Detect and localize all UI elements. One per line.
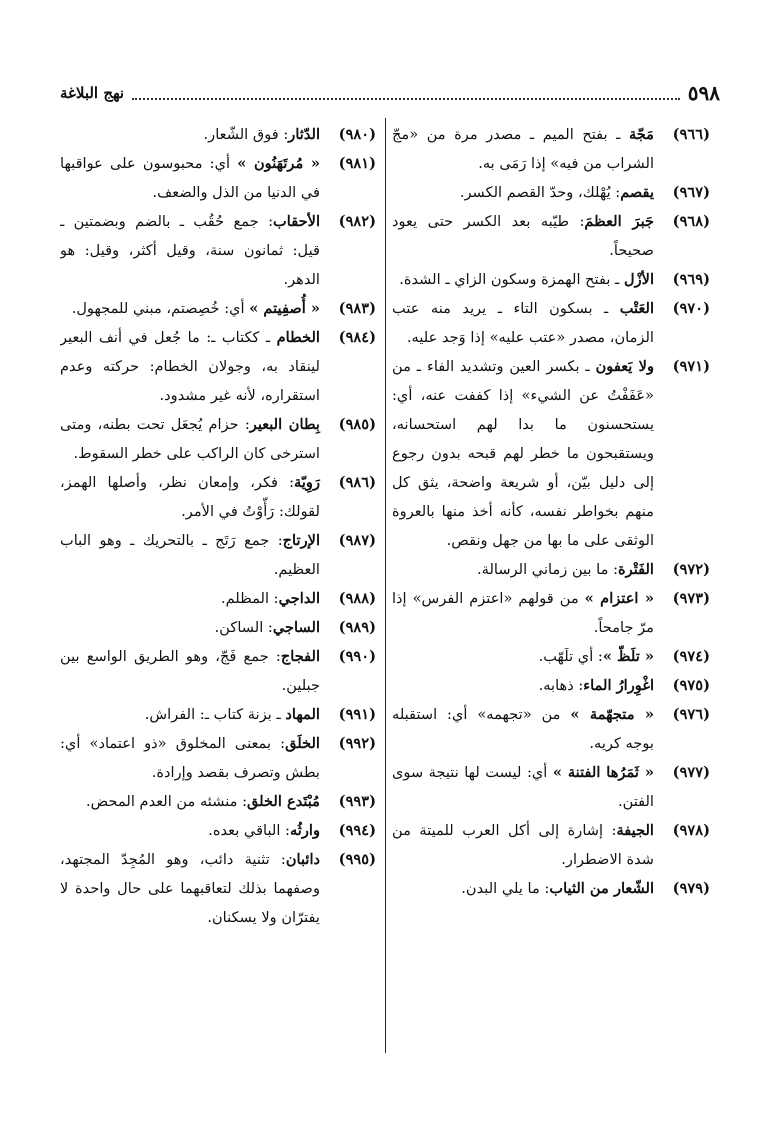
entry-text <box>60 816 320 845</box>
entry-text <box>392 642 654 671</box>
entry-term: الخطام <box>276 329 320 346</box>
entry-definition: ـ بكسر العين وتشديد الفاء ـ من «عَفَفْتُ عن الشيء» إذا كففت عنه، أي: يستحسنون ما بدا لهم استحسانه، ويستقبحون ما خطر لهم قبحه بدون رجوع إلى دليل بيّن، أو شريعة واضحة، يثق كل منهم بخواطر نفسه، كأنه أخذ منها بالعروة الوثقى على ما بها من جهل ونقص. <box>392 358 654 549</box>
entry-definition: : ذهابه. <box>538 677 584 694</box>
glossary-entry <box>60 816 376 845</box>
entry-text <box>392 352 654 555</box>
entry-number: (٩٦٨) <box>672 213 710 230</box>
entry-text <box>392 700 654 758</box>
entry-definition: ـ بزنة كتاب ـ: الفراش. <box>144 706 286 723</box>
entry-number: (٩٨٧) <box>338 532 376 549</box>
entry-term: ولا يَعفون <box>595 358 654 375</box>
glossary-entry <box>60 584 376 613</box>
entry-definition: : الباقي بعده. <box>208 822 290 839</box>
entry-number: (٩٩٤) <box>338 822 376 839</box>
entry-text <box>392 816 654 874</box>
glossary-entry <box>60 468 376 526</box>
entry-definition: : أي تلَهّب. <box>538 648 603 665</box>
entry-term: الجيفة <box>616 822 654 839</box>
entry-term: « متجهّمة » <box>570 706 654 723</box>
entry-text <box>392 874 654 903</box>
entry-number: (٩٨٢) <box>338 213 376 230</box>
entry-term: « اعتزام » <box>584 590 654 607</box>
entry-term: الدّثار <box>288 126 320 143</box>
left-column <box>60 120 376 932</box>
glossary-entry <box>60 787 376 816</box>
entry-text <box>60 787 320 816</box>
glossary-entry <box>392 120 710 178</box>
entry-text <box>392 265 654 294</box>
entry-definition: أي: ليست لها نتيجة سوى الفتن. <box>392 764 654 810</box>
entry-text <box>60 584 320 613</box>
glossary-entry <box>392 294 710 352</box>
right-column <box>392 120 710 903</box>
entry-definition: ـ ككتاب ـ: ما جُعل في أنف البعير لينقاد به، وجولان الخطام: حركته وعدم استقراره، لأنه غير مشدود. <box>60 329 320 404</box>
entry-text <box>392 294 654 352</box>
entry-number: (٩٨٣) <box>338 300 376 317</box>
entry-definition: : جمع فَجّ، وهو الطريق الواسع بين جبلين. <box>60 648 320 694</box>
page-header <box>60 78 720 108</box>
entry-number: (٩٧٧) <box>672 764 710 781</box>
header-dotted-rule <box>132 86 680 100</box>
entry-number: (٩٩١) <box>338 706 376 723</box>
entry-definition: ـ بفتح الميم ـ مصدر مرة من «مجّ الشراب من فيه» إذا رَمَى به. <box>392 126 654 172</box>
entry-number: (٩٧٦) <box>672 706 710 723</box>
entry-text <box>60 613 320 642</box>
entry-definition: : فكر، وإمعان نظر، وأصلها الهمز، لقولك: رَأّوْتُ في الأمر. <box>60 474 320 520</box>
entry-number: (٩٩٠) <box>338 648 376 665</box>
entry-number: (٩٩٣) <box>338 793 376 810</box>
entry-definition: : ما يلي البدن. <box>461 880 550 897</box>
glossary-entry <box>392 816 710 874</box>
entry-text <box>60 526 320 584</box>
entry-text <box>392 120 654 178</box>
glossary-entry <box>392 642 710 671</box>
entry-number: (٩٧٠) <box>672 300 710 317</box>
entry-number: (٩٨٨) <box>338 590 376 607</box>
entry-definition: ـ بسكون التاء ـ يريد منه عتب الزمان، مصدر «عتب عليه» إذا وَجد عليه. <box>392 300 654 346</box>
entry-definition: : تثنية دائب، وهو المُجِدّ المجتهد، وصفهما بذلك لتعاقبهما على حال واحدة لا يفترّان ولا يسكنان. <box>60 851 320 926</box>
entry-definition: : جمع رَتَج ـ بالتحريك ـ وهو الباب العظيم. <box>60 532 320 578</box>
entry-term: بِطان البعير <box>249 416 320 433</box>
entry-definition: : حزام يُجعَل تحت بطنه، ومتى استرخى كان الراكب على خطر السقوط. <box>60 416 320 462</box>
glossary-entry <box>60 294 376 323</box>
entry-number: (٩٧٣) <box>672 590 710 607</box>
glossary-entry <box>60 120 376 149</box>
entry-text <box>392 207 654 265</box>
entry-definition: : فوق الشّعار. <box>203 126 289 143</box>
entry-number: (٩٨٩) <box>338 619 376 636</box>
entry-term: الساجي <box>272 619 320 636</box>
entry-definition: أي: محبوسون على عواقبها في الدنيا من الذل والضعف. <box>60 155 320 201</box>
column-divider <box>385 118 386 1053</box>
entry-number: (٩٧٢) <box>672 561 710 578</box>
entry-term: « تلَظّ » <box>602 648 654 665</box>
entry-definition: : منشئه من العدم المحض. <box>86 793 247 810</box>
entry-text <box>60 845 320 932</box>
entry-text <box>392 178 654 207</box>
glossary-entry <box>60 729 376 787</box>
entry-definition: : يُهْلك، وحدّ القصم الكسر. <box>459 184 621 201</box>
entry-term: رَوِيّة <box>294 474 320 491</box>
entry-number: (٩٨٥) <box>338 416 376 433</box>
glossary-entry <box>60 323 376 410</box>
entry-text <box>392 555 654 584</box>
entry-term: الإرتاج <box>282 532 320 549</box>
glossary-entry <box>392 555 710 584</box>
entry-number: (٩٨٤) <box>338 329 376 346</box>
entry-term: وارثُه <box>289 822 320 839</box>
entry-term: الأحقاب <box>273 213 320 230</box>
entry-term: مَجّة <box>628 126 654 143</box>
entry-term: الداجي <box>278 590 320 607</box>
entry-text <box>392 758 654 816</box>
entry-text <box>60 149 320 207</box>
entry-term: مُبْتَدع الخلق <box>247 793 320 810</box>
glossary-entry <box>392 178 710 207</box>
entry-text <box>392 584 654 642</box>
entry-definition: : بمعنى المخلوق «ذو اعتماد» أي: بطش وتصرف بقصد وإرادة. <box>60 735 320 781</box>
glossary-entry <box>392 207 710 265</box>
entry-definition: : الساكن. <box>214 619 273 636</box>
entry-definition: من «تجهمه» أي: استقبله بوجه كريه. <box>392 706 654 752</box>
entry-number: (٩٦٦) <box>672 126 710 143</box>
entry-term: دائبان <box>285 851 320 868</box>
entry-number: (٩٧٥) <box>672 677 710 694</box>
glossary-entry <box>392 352 710 555</box>
entry-text <box>60 729 320 787</box>
glossary-entry <box>392 671 710 700</box>
entry-term: المهاد <box>285 706 320 723</box>
entry-term: يقصم <box>620 184 654 201</box>
entry-definition: : إشارة إلى أكل العرب للميتة من شدة الاضطرار. <box>392 822 654 868</box>
entry-term: « ثَمَرُها الفتنة » <box>552 764 654 781</box>
entry-term: الخلَق <box>285 735 320 752</box>
entry-definition: ـ بفتح الهمزة وسكون الزاي ـ الشدة. <box>399 271 624 288</box>
entry-number: (٩٧١) <box>672 358 710 375</box>
entry-term: الفَتْرة <box>618 561 654 578</box>
glossary-entry <box>60 526 376 584</box>
entry-term: جَبرَ العظمَ <box>584 213 654 230</box>
entry-definition: : المظلم. <box>220 590 279 607</box>
entry-term: « مُرتَهَنُون » <box>237 155 320 172</box>
entry-text <box>60 700 320 729</box>
book-title: نهج البلاغة <box>60 84 125 102</box>
entry-definition: أي: خُصِصتم، مبني للمجهول. <box>71 300 250 317</box>
page-number: ٥٩٨ <box>687 81 720 105</box>
entry-number: (٩٧٩) <box>672 880 710 897</box>
glossary-entry <box>392 758 710 816</box>
entry-text <box>60 323 320 410</box>
entry-term: العَتْب <box>619 300 654 317</box>
entry-number: (٩٦٧) <box>672 184 710 201</box>
entry-term: اغْوِرارُ الماء <box>583 677 654 694</box>
glossary-entry <box>60 410 376 468</box>
entry-number: (٩٦٩) <box>672 271 710 288</box>
entry-definition: : جمع حُقُب ـ بالضم وبضمتين ـ قيل: ثمانون سنة، وقيل أكثر، وقيل: هو الدهر. <box>60 213 320 288</box>
entry-definition: : ما بين زماني الرسالة. <box>477 561 618 578</box>
glossary-entry <box>60 642 376 700</box>
glossary-entry <box>60 149 376 207</box>
entry-number: (٩٧٤) <box>672 648 710 665</box>
entry-definition: : طيّبه بعد الكسر حتى يعود صحيحاً. <box>392 213 654 259</box>
entry-text <box>60 468 320 526</box>
entry-text <box>60 207 320 294</box>
glossary-entry <box>60 700 376 729</box>
glossary-entry <box>392 584 710 642</box>
entry-number: (٩٩٥) <box>338 851 376 868</box>
glossary-entry <box>392 265 710 294</box>
entry-number: (٩٩٢) <box>338 735 376 752</box>
entry-number: (٩٨٠) <box>338 126 376 143</box>
entry-term: الشّعار من الثياب <box>549 880 654 897</box>
glossary-entry <box>60 207 376 294</box>
entry-text <box>60 294 320 323</box>
entry-text <box>60 120 320 149</box>
glossary-entry <box>60 613 376 642</box>
entry-number: (٩٨١) <box>338 155 376 172</box>
entry-text <box>60 642 320 700</box>
glossary-entry <box>392 700 710 758</box>
entry-text <box>60 410 320 468</box>
entry-number: (٩٧٨) <box>672 822 710 839</box>
entry-definition: من قولهم «اعتزم الفرس» إذا مرّ جامحاً. <box>392 590 654 636</box>
entry-number: (٩٨٦) <box>338 474 376 491</box>
entry-term: « أُصفِيتم » <box>249 300 320 317</box>
glossary-entry <box>60 845 376 932</box>
entry-text <box>392 671 654 700</box>
entry-term: الفجاج <box>280 648 320 665</box>
entry-term: الأزْل <box>623 271 654 288</box>
glossary-entry <box>392 874 710 903</box>
